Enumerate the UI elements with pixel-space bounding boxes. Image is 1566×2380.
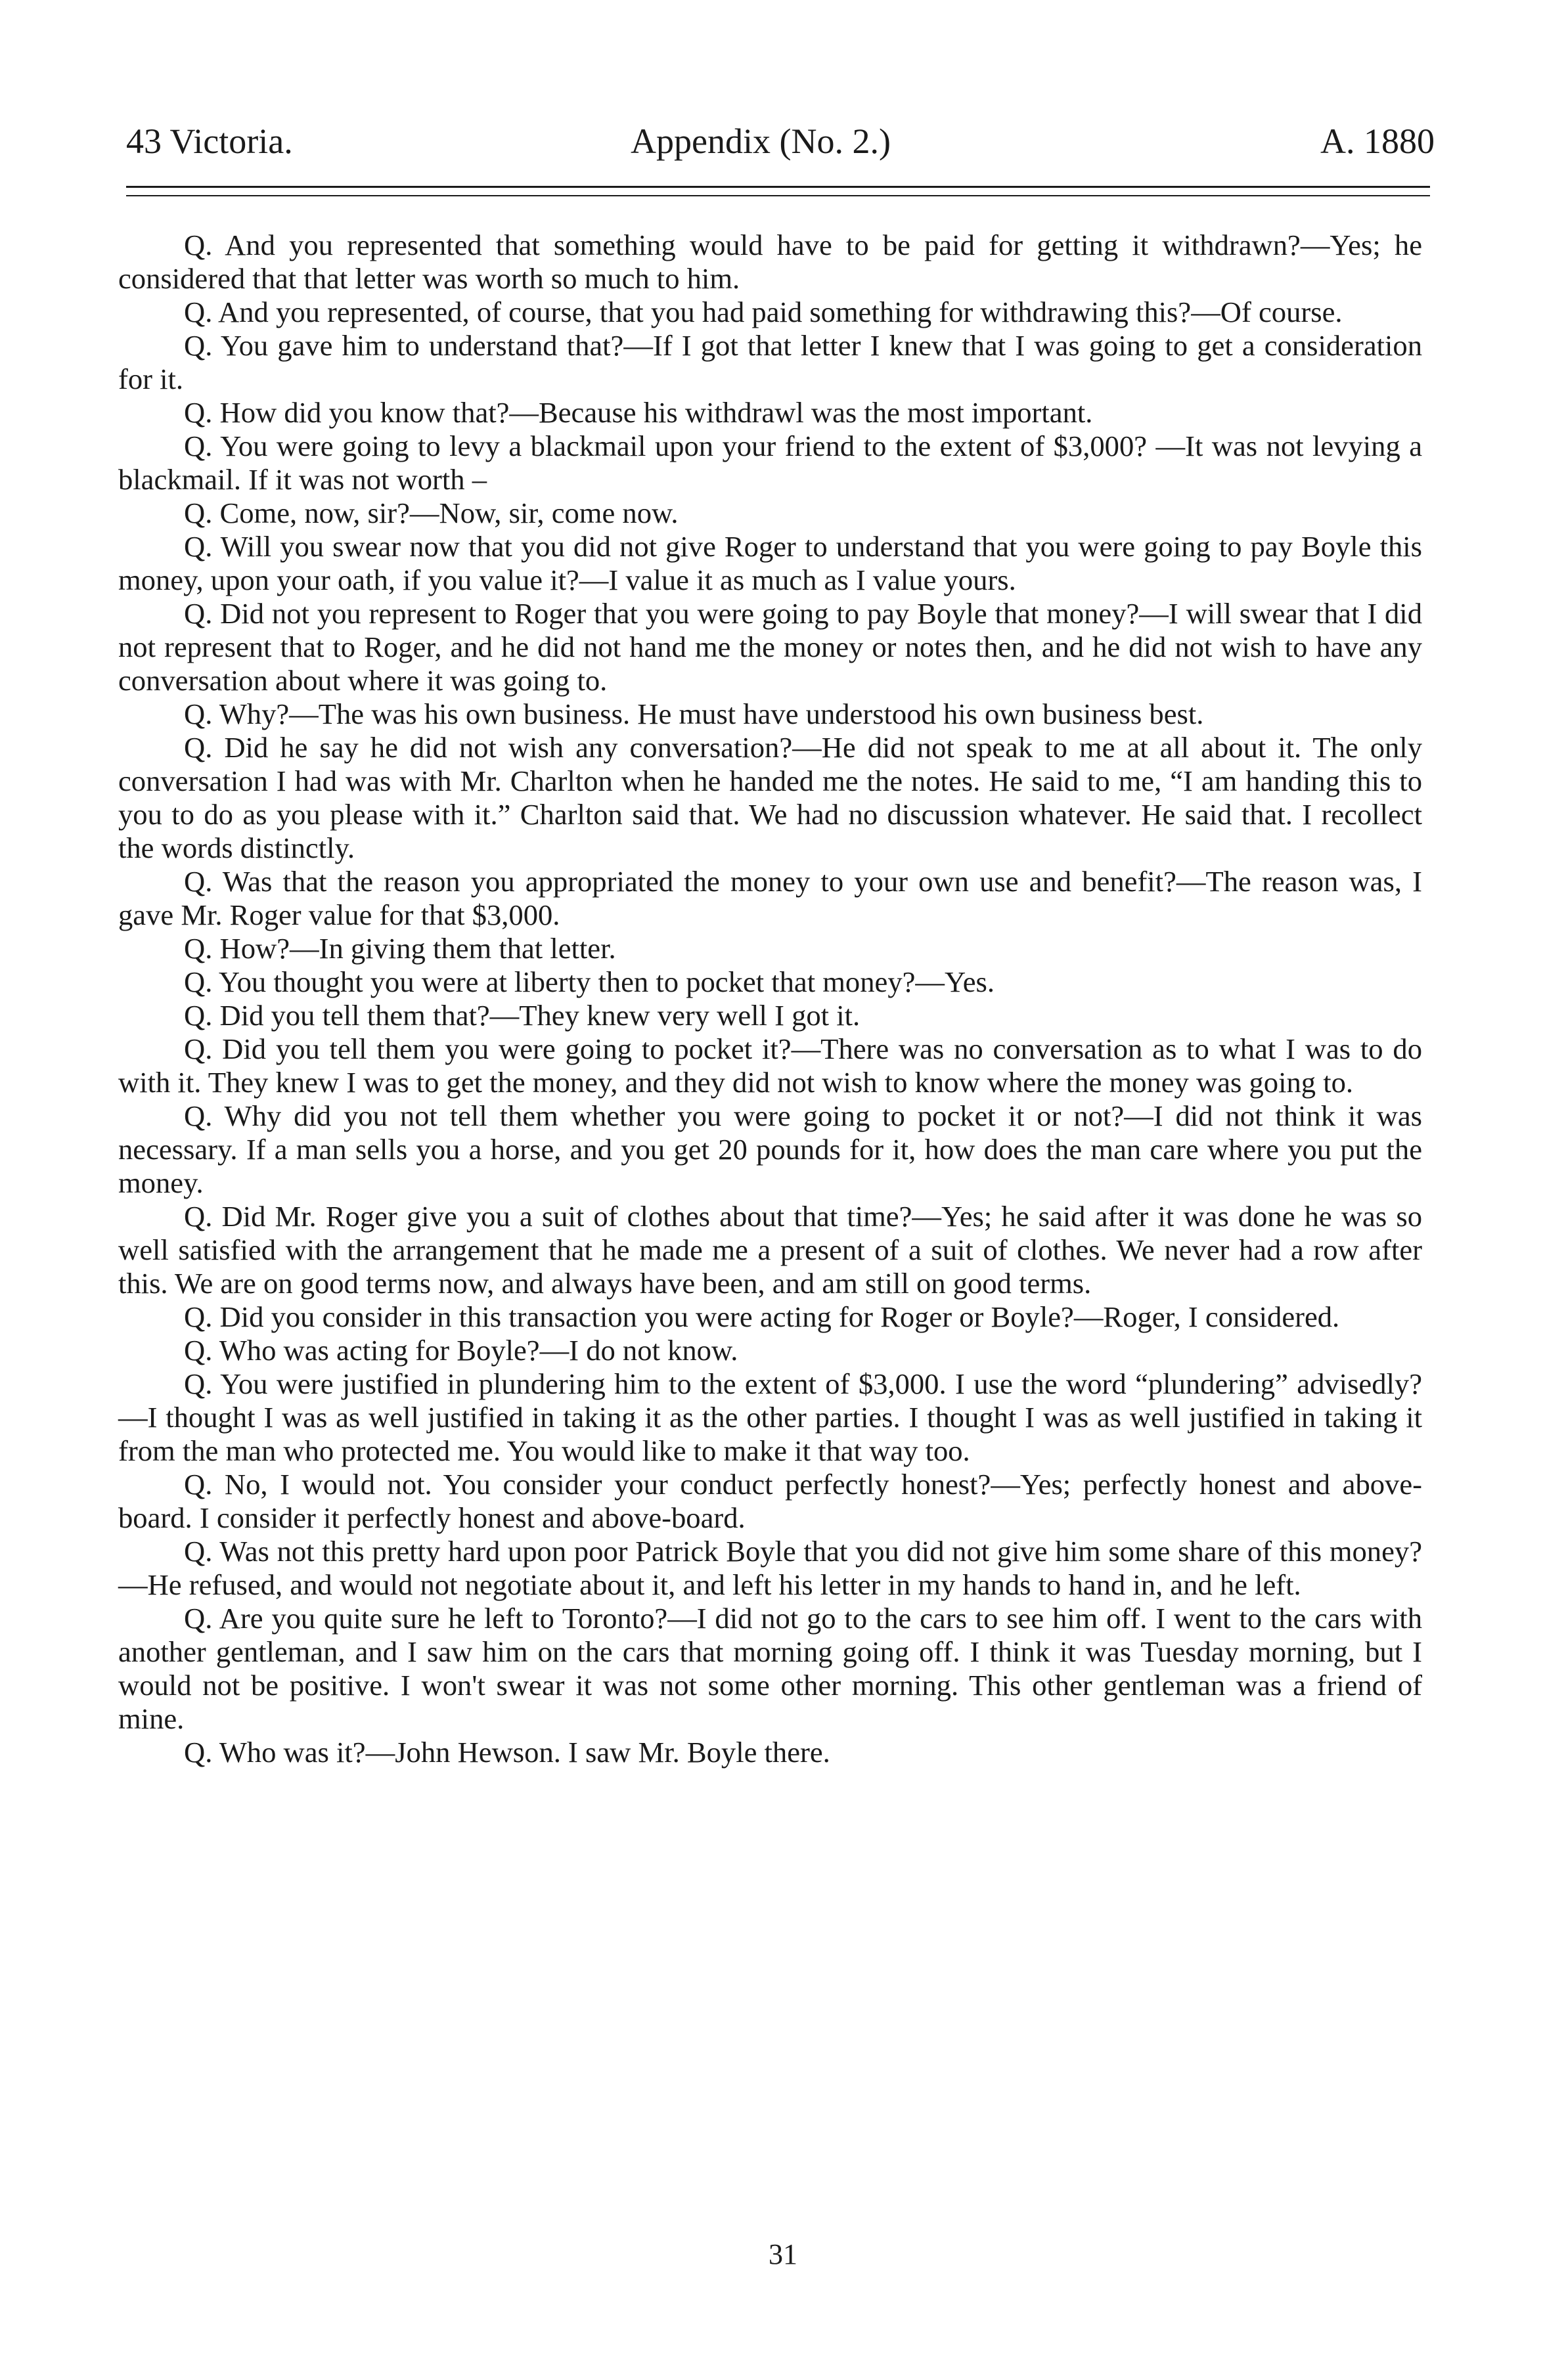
header-rule-thin bbox=[126, 195, 1430, 196]
paragraph: Q. Did not you represent to Roger that you were going to pay Boyle that money?—I will swear that I did not represent that to Roger, and he did not hand me the money or notes then, and he did not wish to have any conversation about where it was going to. bbox=[118, 597, 1422, 697]
page-number: 31 bbox=[769, 2238, 797, 2270]
paragraph: Q. How?—In giving them that letter. bbox=[184, 932, 616, 965]
page-title: Appendix (No. 2.) bbox=[631, 121, 891, 161]
paragraph: Q. You gave him to understand that?—If I got that letter I knew that I was going to get a consideration for it. bbox=[118, 329, 1422, 395]
paragraph: Q. Who was acting for Boyle?—I do not know. bbox=[184, 1334, 738, 1367]
session-label: 43 Victoria. bbox=[126, 121, 293, 161]
paragraph: Q. Was not this pretty hard upon poor Patrick Boyle that you did not give him some share of this money?—He refused, and would not negotiate about it, and left his letter in my hands to hand in, and he left. bbox=[118, 1535, 1422, 1601]
paragraph: Q. You were justified in plundering him to the extent of $3,000. I use the word “plundering” advisedly?—I thought I was as well justified in taking it as the other parties. I thought I was as well justified in taking it from the man who protected me. You would like to make it that way too. bbox=[118, 1367, 1422, 1467]
paragraph: Q. And you represented, of course, that you had paid something for withdrawing this?—Of course. bbox=[184, 296, 1343, 328]
paragraph: Q. How did you know that?—Because his withdrawl was the most important. bbox=[184, 396, 1093, 429]
paragraph: Q. You thought you were at liberty then to pocket that money?—Yes. bbox=[184, 965, 995, 998]
year-label: A. 1880 bbox=[1320, 121, 1435, 161]
paragraph: Q. Did you tell them that?—They knew very well I got it. bbox=[184, 999, 861, 1032]
paragraph: Q. Did Mr. Roger give you a suit of clothes about that time?—Yes; he said after it was done he was so well satisfied with the arrangement that he made me a present of a suit of clothes. We never had a row after this. We are on good terms now, and always have been, and am still on good terms. bbox=[118, 1200, 1422, 1300]
paragraph: Q. And you represented that something would have to be paid for getting it withdrawn?—Yes; he considered that that letter was worth so much to him. bbox=[118, 229, 1422, 295]
paragraph: Q. Who was it?—John Hewson. I saw Mr. Boyle there. bbox=[184, 1736, 830, 1769]
paragraph: Q. Why?—The was his own business. He must have understood his own business best. bbox=[184, 697, 1204, 730]
header-rule-thick bbox=[126, 186, 1430, 188]
paragraph: Q. Did you tell them you were going to pocket it?—There was no conversation as to what I was to do with it. They knew I was to get the money, and they did not wish to know where the money was going to. bbox=[118, 1032, 1422, 1099]
paragraph: Q. No, I would not. You consider your conduct perfectly honest?—Yes; perfectly honest and above-board. I consider it perfectly honest and above-board. bbox=[118, 1468, 1422, 1534]
paragraph: Q. Come, now, sir?—Now, sir, come now. bbox=[184, 496, 679, 529]
paragraph: Q. Did he say he did not wish any conversation?—He did not speak to me at all about it. The only conversation I had was with Mr. Charlton when he handed me the notes. He said to me, “I am handing this to you to do as you please with it.” Charlton said that. We had no discussion whatever. He said that. I recollect the words distinctly. bbox=[118, 731, 1422, 864]
paragraph: Q. You were going to levy a blackmail upon your friend to the extent of $3,000? —It was not levying a blackmail. If it was not worth – bbox=[118, 430, 1422, 496]
paragraph: Q. Will you swear now that you did not give Roger to understand that you were going to pay Boyle this money, upon your oath, if you value it?—I value it as much as I value yours. bbox=[118, 530, 1422, 596]
page-header bbox=[112, 115, 1435, 167]
paragraph: Q. Was that the reason you appropriated the money to your own use and benefit?—The reason was, I gave Mr. Roger value for that $3,000. bbox=[118, 865, 1422, 931]
testimony-body bbox=[118, 229, 1422, 1769]
paragraph: Q. Did you consider in this transaction you were acting for Roger or Boyle?—Roger, I considered. bbox=[184, 1300, 1340, 1333]
paragraph: Q. Why did you not tell them whether you were going to pocket it or not?—I did not think it was necessary. If a man sells you a horse, and you get 20 pounds for it, how does the man care where you put the money. bbox=[118, 1099, 1422, 1199]
paragraph: Q. Are you quite sure he left to Toronto?—I did not go to the cars to see him off. I went to the cars with another gentleman, and I saw him on the cars that morning going off. I think it was Tuesday morning, but I would not be positive. I won't swear it was not some other morning. This other gentleman was a friend of mine. bbox=[118, 1602, 1422, 1735]
